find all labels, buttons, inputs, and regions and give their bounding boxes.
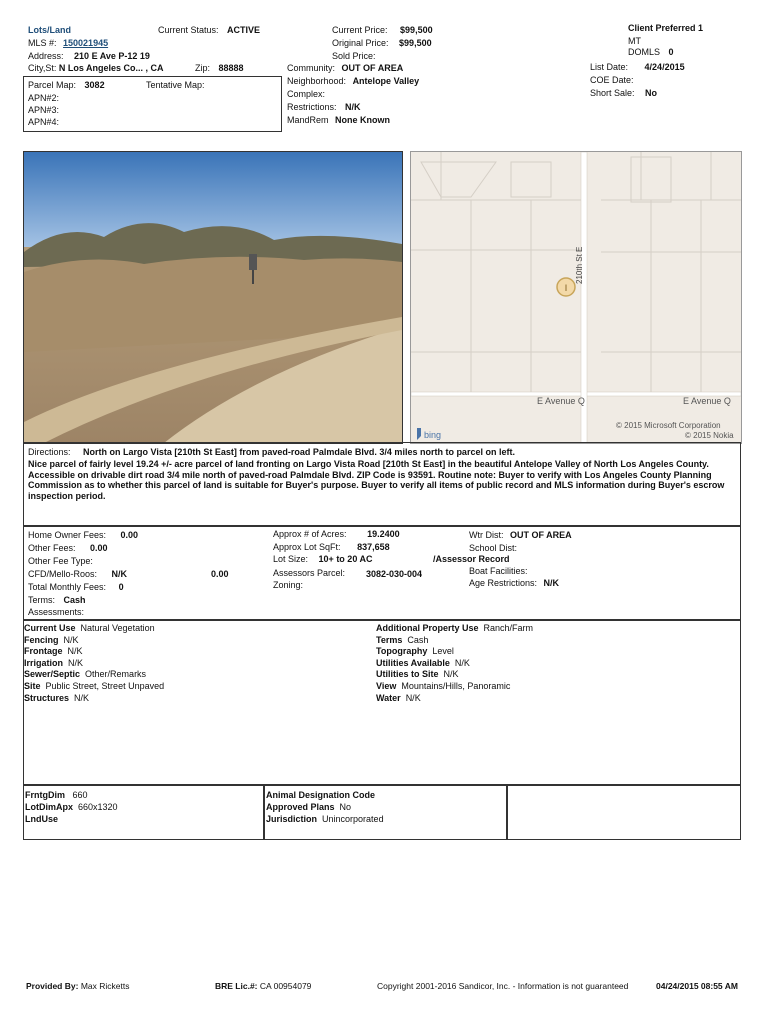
feature-value: Mountains/Hills, Panoramic xyxy=(401,680,511,691)
directions-row xyxy=(28,447,515,457)
status-row xyxy=(158,25,260,35)
property-photo[interactable] xyxy=(23,151,403,444)
feature-item xyxy=(24,635,164,647)
city-label: City,St: xyxy=(28,63,57,73)
age-restrictions-label: Age Restrictions: xyxy=(469,578,538,588)
feature-label: Frontage xyxy=(24,646,63,657)
zip-label: Zip: xyxy=(195,63,211,73)
boat-facilities-label: Boat Facilities: xyxy=(469,566,528,576)
city-row xyxy=(28,63,164,73)
animal-item xyxy=(266,789,384,801)
map-canvas xyxy=(411,152,741,443)
short-sale-value: No xyxy=(645,88,658,98)
other-fees-value: 0.00 xyxy=(90,543,108,553)
map-pin-icon: I xyxy=(564,283,568,293)
parcel-map-row xyxy=(28,80,105,90)
copyright-notice: Copyright 2001-2016 Sandicor, Inc. - Information is not guaranteed xyxy=(377,981,629,991)
feature-item xyxy=(24,646,164,658)
lot-size-value: 10+ to 20 AC xyxy=(318,554,373,564)
community-label: Community: xyxy=(287,63,336,73)
animal-value: No xyxy=(339,802,352,812)
cfd-row xyxy=(28,569,127,579)
short-sale-row xyxy=(590,88,657,98)
acres-row xyxy=(273,529,400,539)
feature-value: Ranch/Farm xyxy=(483,623,534,633)
dimension-label: LndUse xyxy=(25,814,59,824)
city-value: N Los Angeles Co... , CA xyxy=(58,63,164,73)
dimension-label: FrntgDim xyxy=(25,790,65,800)
doms-label: DOMLS xyxy=(628,47,661,57)
restrictions-value: N/K xyxy=(345,102,361,112)
water-district-value: OUT OF AREA xyxy=(510,530,572,540)
zoning-label: Zoning: xyxy=(273,580,304,590)
dimension-value: 660 xyxy=(72,790,88,800)
feature-value: N/K xyxy=(405,692,421,703)
feature-item xyxy=(376,669,533,681)
community-row xyxy=(287,63,403,73)
animal-label: Jurisdiction xyxy=(266,814,318,824)
directions-label: Directions: xyxy=(28,447,71,457)
client-mt: MT xyxy=(628,36,641,46)
water-district-label: Wtr Dist: xyxy=(469,530,504,540)
monthly-fees-label: Total Monthly Fees: xyxy=(28,582,107,592)
feature-label: Additional Property Use xyxy=(376,623,479,633)
feature-item xyxy=(24,623,164,635)
property-description: Nice parcel of fairly level 19.24 +/- acre parcel of land fronting on Largo Vista Road [210th St East] in the beautiful Antelope Valley of North Los Angeles County. Accessible on drivable dirt road 3/4 mile north of paved-road Palmdale Blvd. ZIP Code is 93591. Routine note: Buyer to verify with Los Angeles County Planning Commission as to whether this parcel of land is suitable for Buyer's purpose. Buyer to verify all items of public record and MLS information during Buyer's escrow inspection period. xyxy=(28,459,725,501)
list-date-row xyxy=(590,62,685,72)
print-timestamp: 04/24/2015 08:55 AM xyxy=(656,981,738,991)
current-price-label: Current Price: xyxy=(332,25,388,35)
directions-value: North on Largo Vista [210th St East] from paved-road Palmdale Blvd. 3/4 miles north to parcel on left. xyxy=(83,447,515,457)
feature-label: Utilities Available xyxy=(376,657,450,668)
parcel-map-value: 3082 xyxy=(84,80,105,90)
feature-item xyxy=(376,646,533,658)
zip-row xyxy=(195,63,244,73)
apn4-label: APN#4: xyxy=(28,117,60,127)
neighborhood-value: Antelope Valley xyxy=(352,76,420,86)
status-value: ACTIVE xyxy=(227,25,261,35)
dimension-label: LotDimApx xyxy=(25,802,73,812)
feature-label: Water xyxy=(376,692,401,703)
feature-item xyxy=(24,693,164,705)
feature-label: Site xyxy=(24,680,41,691)
doms-row xyxy=(628,47,674,57)
address-value: 210 E Ave P-12 19 xyxy=(74,51,150,61)
lot-sqft-label: Approx Lot SqFt: xyxy=(273,542,341,552)
animal-label: Animal Designation Code xyxy=(266,790,376,800)
feature-label: Sewer/Septic xyxy=(24,669,81,680)
other-fee-type-label: Other Fee Type: xyxy=(28,556,93,566)
bre-license-label: BRE Lic.#: xyxy=(215,981,258,991)
mandrem-row xyxy=(287,115,390,125)
animal-value: Unincorporated xyxy=(322,814,384,824)
tentative-map-label: Tentative Map: xyxy=(146,80,205,90)
cfd-amount: 0.00 xyxy=(211,569,229,579)
other-fees-label: Other Fees: xyxy=(28,543,76,553)
cfd-value: N/K xyxy=(111,569,128,579)
water-district-row xyxy=(469,530,572,540)
mls-number-link[interactable]: 150021945 xyxy=(63,38,109,48)
feature-value: Cash xyxy=(407,634,429,645)
hoa-label: Home Owner Fees: xyxy=(28,530,107,540)
bre-license-value: CA 00954079 xyxy=(259,981,312,991)
age-restrictions-value: N/K xyxy=(543,578,560,588)
provided-by xyxy=(26,981,129,991)
status-label: Current Status: xyxy=(158,25,219,35)
terms-label: Terms: xyxy=(28,595,55,605)
list-date-value: 4/24/2015 xyxy=(644,62,685,72)
acres-value: 19.2400 xyxy=(367,529,400,539)
apn3-label: APN#3: xyxy=(28,105,60,115)
mls-label: MLS #: xyxy=(28,38,57,48)
map-copyright-nokia: © 2015 Nokia xyxy=(685,431,734,440)
parcel-map-label: Parcel Map: xyxy=(28,80,77,90)
dimension-item xyxy=(25,789,118,801)
sold-price-label: Sold Price: xyxy=(332,51,376,61)
neighborhood-label: Neighborhood: xyxy=(287,76,347,86)
animal-label: Approved Plans xyxy=(266,802,335,812)
feature-value: N/K xyxy=(443,669,459,680)
mls-number-row xyxy=(28,38,108,48)
feature-value: N/K xyxy=(67,646,83,657)
community-value: OUT OF AREA xyxy=(341,63,404,73)
feature-label: Irrigation xyxy=(24,657,64,668)
feature-label: Current Use xyxy=(24,623,76,633)
restrictions-row xyxy=(287,102,361,112)
dimension-item xyxy=(25,801,118,813)
terms-value: Cash xyxy=(63,595,86,605)
feature-value: N/K xyxy=(68,657,84,668)
feature-value: Other/Remarks xyxy=(85,669,147,680)
apn2-label: APN#2: xyxy=(28,93,60,103)
assessments-label: Assessments: xyxy=(28,607,85,617)
current-price-row xyxy=(332,25,433,35)
feature-label: Utilities to Site xyxy=(376,669,439,680)
feature-item xyxy=(376,635,533,647)
hoa-value: 0.00 xyxy=(120,530,139,540)
doms-value: 0 xyxy=(668,47,674,57)
feature-item xyxy=(376,658,533,670)
animal-item xyxy=(266,801,384,813)
empty-box xyxy=(506,784,741,840)
map-street-210th: 210th St E xyxy=(575,246,584,284)
parcel-box xyxy=(23,76,282,132)
features-left-list xyxy=(24,623,164,704)
features-right-list xyxy=(376,623,533,704)
map-copyright-microsoft: © 2015 Microsoft Corporation xyxy=(616,421,721,430)
feature-item xyxy=(376,623,533,635)
property-type: Lots/Land xyxy=(28,25,71,35)
cfd-label: CFD/Mello-Roos: xyxy=(28,569,98,579)
restrictions-label: Restrictions: xyxy=(287,102,337,112)
assessor-record-label: /Assessor Record xyxy=(433,554,510,564)
short-sale-label: Short Sale: xyxy=(590,88,635,98)
provided-by-label: Provided By: xyxy=(26,981,79,991)
list-date-label: List Date: xyxy=(590,62,629,72)
monthly-fees-value: 0 xyxy=(118,582,124,592)
dimensions-box xyxy=(23,784,265,840)
feature-item xyxy=(24,681,164,693)
animal-box xyxy=(263,784,508,840)
map-street-avenue-q-right: E Avenue Q xyxy=(683,396,731,406)
terms-row xyxy=(28,595,86,605)
property-photo-image xyxy=(24,152,402,443)
feature-value: N/K xyxy=(63,634,79,645)
feature-value: Natural Vegetation xyxy=(80,623,155,633)
original-price-label: Original Price: xyxy=(332,38,389,48)
lot-size-label: Lot Size: xyxy=(273,554,309,564)
mandrem-value: None Known xyxy=(335,115,391,125)
feature-label: View xyxy=(376,680,397,691)
feature-label: Topography xyxy=(376,646,428,657)
assessors-parcel-label: Assessors Parcel: xyxy=(273,568,346,578)
map-street-avenue-q-left: E Avenue Q xyxy=(537,396,585,406)
other-fees-row xyxy=(28,543,108,553)
provided-by-value: Max Ricketts xyxy=(80,981,130,991)
location-map[interactable] xyxy=(410,151,742,444)
original-price-row xyxy=(332,38,432,48)
dimension-value: 660x1320 xyxy=(78,802,118,812)
address-label: Address: xyxy=(28,51,64,61)
dimension-item xyxy=(25,813,118,825)
bing-label: bing xyxy=(424,430,442,440)
current-price-value: $99,500 xyxy=(400,25,433,35)
feature-item xyxy=(376,681,533,693)
complex-label: Complex: xyxy=(287,89,326,99)
feature-value: Public Street, Street Unpaved xyxy=(45,680,165,691)
feature-value: Level xyxy=(432,646,454,657)
mandrem-label: MandRem xyxy=(287,115,329,125)
age-restrictions-row xyxy=(469,578,559,588)
acres-label: Approx # of Acres: xyxy=(273,529,347,539)
lot-size-row xyxy=(273,554,373,564)
monthly-fees-row xyxy=(28,582,124,592)
neighborhood-row xyxy=(287,76,419,86)
feature-value: N/K xyxy=(454,657,470,668)
assessors-parcel-value: 3082-030-004 xyxy=(366,569,423,579)
animal-list xyxy=(266,789,384,825)
hoa-row xyxy=(28,530,138,540)
feature-item xyxy=(24,658,164,670)
client-preferred-title: Client Preferred 1 xyxy=(628,23,704,33)
animal-item xyxy=(266,813,384,825)
feature-label: Fencing xyxy=(24,634,59,645)
dimensions-list xyxy=(25,789,118,825)
lot-sqft-row xyxy=(273,542,390,552)
original-price-value: $99,500 xyxy=(399,38,432,48)
school-district-label: School Dist: xyxy=(469,543,518,553)
lot-sqft-value: 837,658 xyxy=(357,542,390,552)
feature-item xyxy=(376,693,533,705)
feature-label: Terms xyxy=(376,634,403,645)
feature-item xyxy=(24,669,164,681)
address-row xyxy=(28,51,150,61)
feature-label: Structures xyxy=(24,692,70,703)
zip-value: 88888 xyxy=(218,63,244,73)
bre-license xyxy=(215,981,311,991)
feature-value: N/K xyxy=(74,692,90,703)
coe-date-label: COE Date: xyxy=(590,75,634,85)
